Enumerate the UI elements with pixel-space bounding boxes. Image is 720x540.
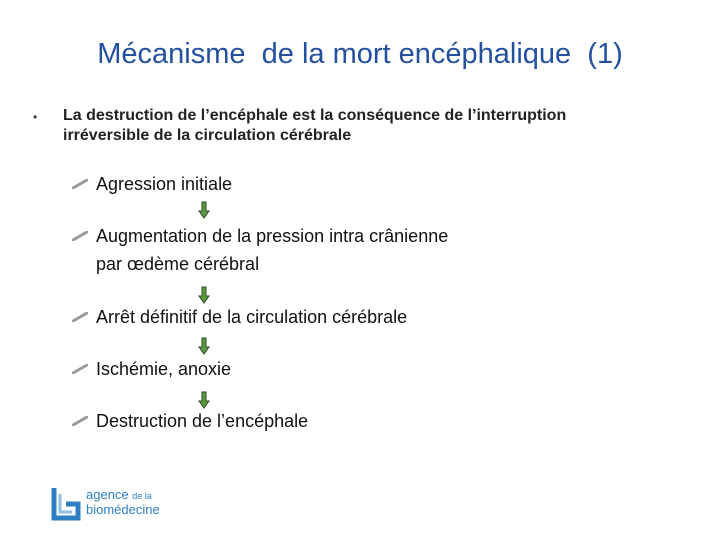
- down-arrow-icon: [198, 286, 210, 304]
- intro-line-2: irréversible de la circulation cérébrale: [63, 127, 352, 144]
- step-label-line-2: par œdème cérébral: [96, 254, 260, 274]
- step-label: Ischémie, anoxie: [96, 359, 232, 379]
- step-arret: [72, 303, 407, 331]
- bullet-dot: •: [33, 110, 38, 124]
- step-destruction: [72, 407, 308, 435]
- down-arrow-icon: [198, 201, 210, 219]
- intro-text: [63, 106, 663, 146]
- step-label: Augmentation de la pression intra crânienne: [96, 226, 449, 246]
- logo-word-agence: agence: [86, 487, 129, 502]
- down-arrow-icon: [198, 337, 210, 355]
- slash-bullet-icon: [72, 231, 88, 241]
- logo-word-de-la: de la: [132, 491, 152, 501]
- logo-text: [86, 488, 160, 517]
- slash-bullet-icon: [72, 364, 88, 374]
- agence-biomedecine-logo: [48, 484, 188, 528]
- step-label: Destruction de l’encéphale: [96, 411, 309, 431]
- step-augmentation: [72, 222, 448, 278]
- step-label: Agression initiale: [96, 174, 233, 194]
- slide-title: Mécanisme de la mort encéphalique (1): [97, 38, 623, 70]
- slash-bullet-icon: [72, 179, 88, 189]
- step-label: Arrêt définitif de la circulation cérébrale: [96, 307, 408, 327]
- logo-mark-icon: [48, 484, 84, 524]
- step-agression: [72, 170, 232, 198]
- step-ischemie: [72, 355, 231, 383]
- logo-word-biomedecine: biomédecine: [86, 502, 160, 517]
- slash-bullet-icon: [72, 416, 88, 426]
- intro-line-1: La destruction de l’encéphale est la conséquence de l’interruption: [63, 107, 567, 124]
- slash-bullet-icon: [72, 312, 88, 322]
